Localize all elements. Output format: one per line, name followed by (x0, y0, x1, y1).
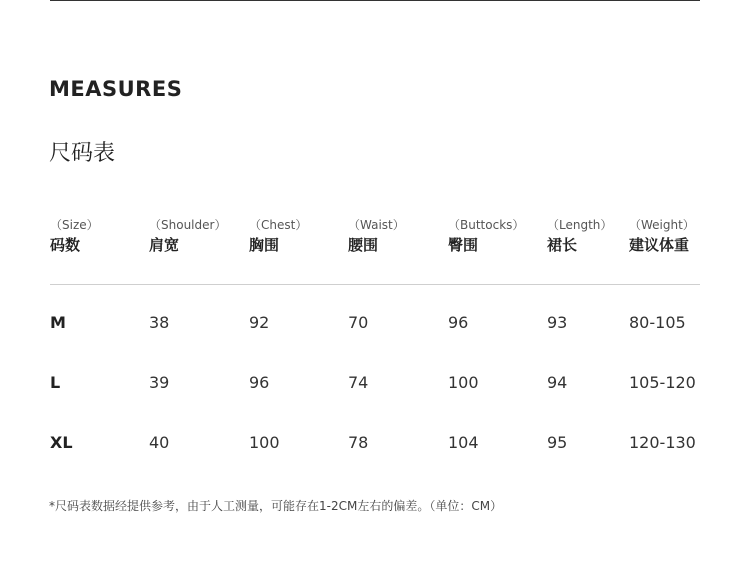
cell-chest: 96 (249, 373, 270, 392)
cell-weight: 120-130 (629, 433, 696, 452)
column-header-chest (249, 217, 307, 256)
cell-chest: 100 (249, 433, 280, 452)
column-header-shoulder (149, 217, 226, 256)
column-header-zh: 腰围 (348, 236, 379, 254)
column-header-length (547, 217, 612, 256)
cell-shoulder: 38 (149, 313, 170, 332)
column-header-waist (348, 217, 405, 256)
cell-waist: 74 (348, 373, 369, 392)
column-header-en: （Length） (547, 218, 613, 232)
column-header-en: （Chest） (249, 218, 308, 232)
column-header-zh: 臀围 (448, 236, 479, 254)
cell-waist: 78 (348, 433, 369, 452)
column-header-en: （Weight） (629, 218, 695, 232)
cell-length: 93 (547, 313, 568, 332)
measurement-note: *尺码表数据经提供参考，由于人工测量，可能存在1-2CM左右的偏差。（单位：CM） (49, 499, 503, 513)
cell-chest: 92 (249, 313, 270, 332)
column-header-zh: 建议体重 (629, 236, 690, 254)
cell-buttocks: 96 (448, 313, 469, 332)
cell-shoulder: 39 (149, 373, 170, 392)
cell-buttocks: 100 (448, 373, 479, 392)
cell-weight: 80-105 (629, 313, 686, 332)
column-header-zh: 裙长 (547, 236, 578, 254)
header-divider (50, 284, 700, 285)
cell-length: 95 (547, 433, 568, 452)
column-header-weight (629, 217, 695, 256)
column-header-en: （Waist） (348, 218, 405, 232)
column-header-buttocks (448, 217, 524, 256)
column-header-en: （Buttocks） (448, 218, 525, 232)
column-header-size (50, 217, 99, 256)
cell-size: M (50, 313, 66, 332)
column-header-zh: 胸围 (249, 236, 280, 254)
cell-shoulder: 40 (149, 433, 170, 452)
cell-length: 94 (547, 373, 568, 392)
cell-waist: 70 (348, 313, 369, 332)
top-divider (50, 0, 700, 1)
cell-size: XL (50, 433, 73, 452)
column-header-en: （Shoulder） (149, 218, 227, 232)
size-chart-title: 尺码表 (49, 141, 116, 166)
cell-buttocks: 104 (448, 433, 479, 452)
cell-size: L (50, 373, 61, 392)
cell-weight: 105-120 (629, 373, 696, 392)
column-header-zh: 码数 (50, 236, 81, 254)
column-header-en: （Size） (50, 218, 99, 232)
section-heading: MEASURES (49, 77, 183, 101)
column-header-zh: 肩宽 (149, 236, 180, 254)
